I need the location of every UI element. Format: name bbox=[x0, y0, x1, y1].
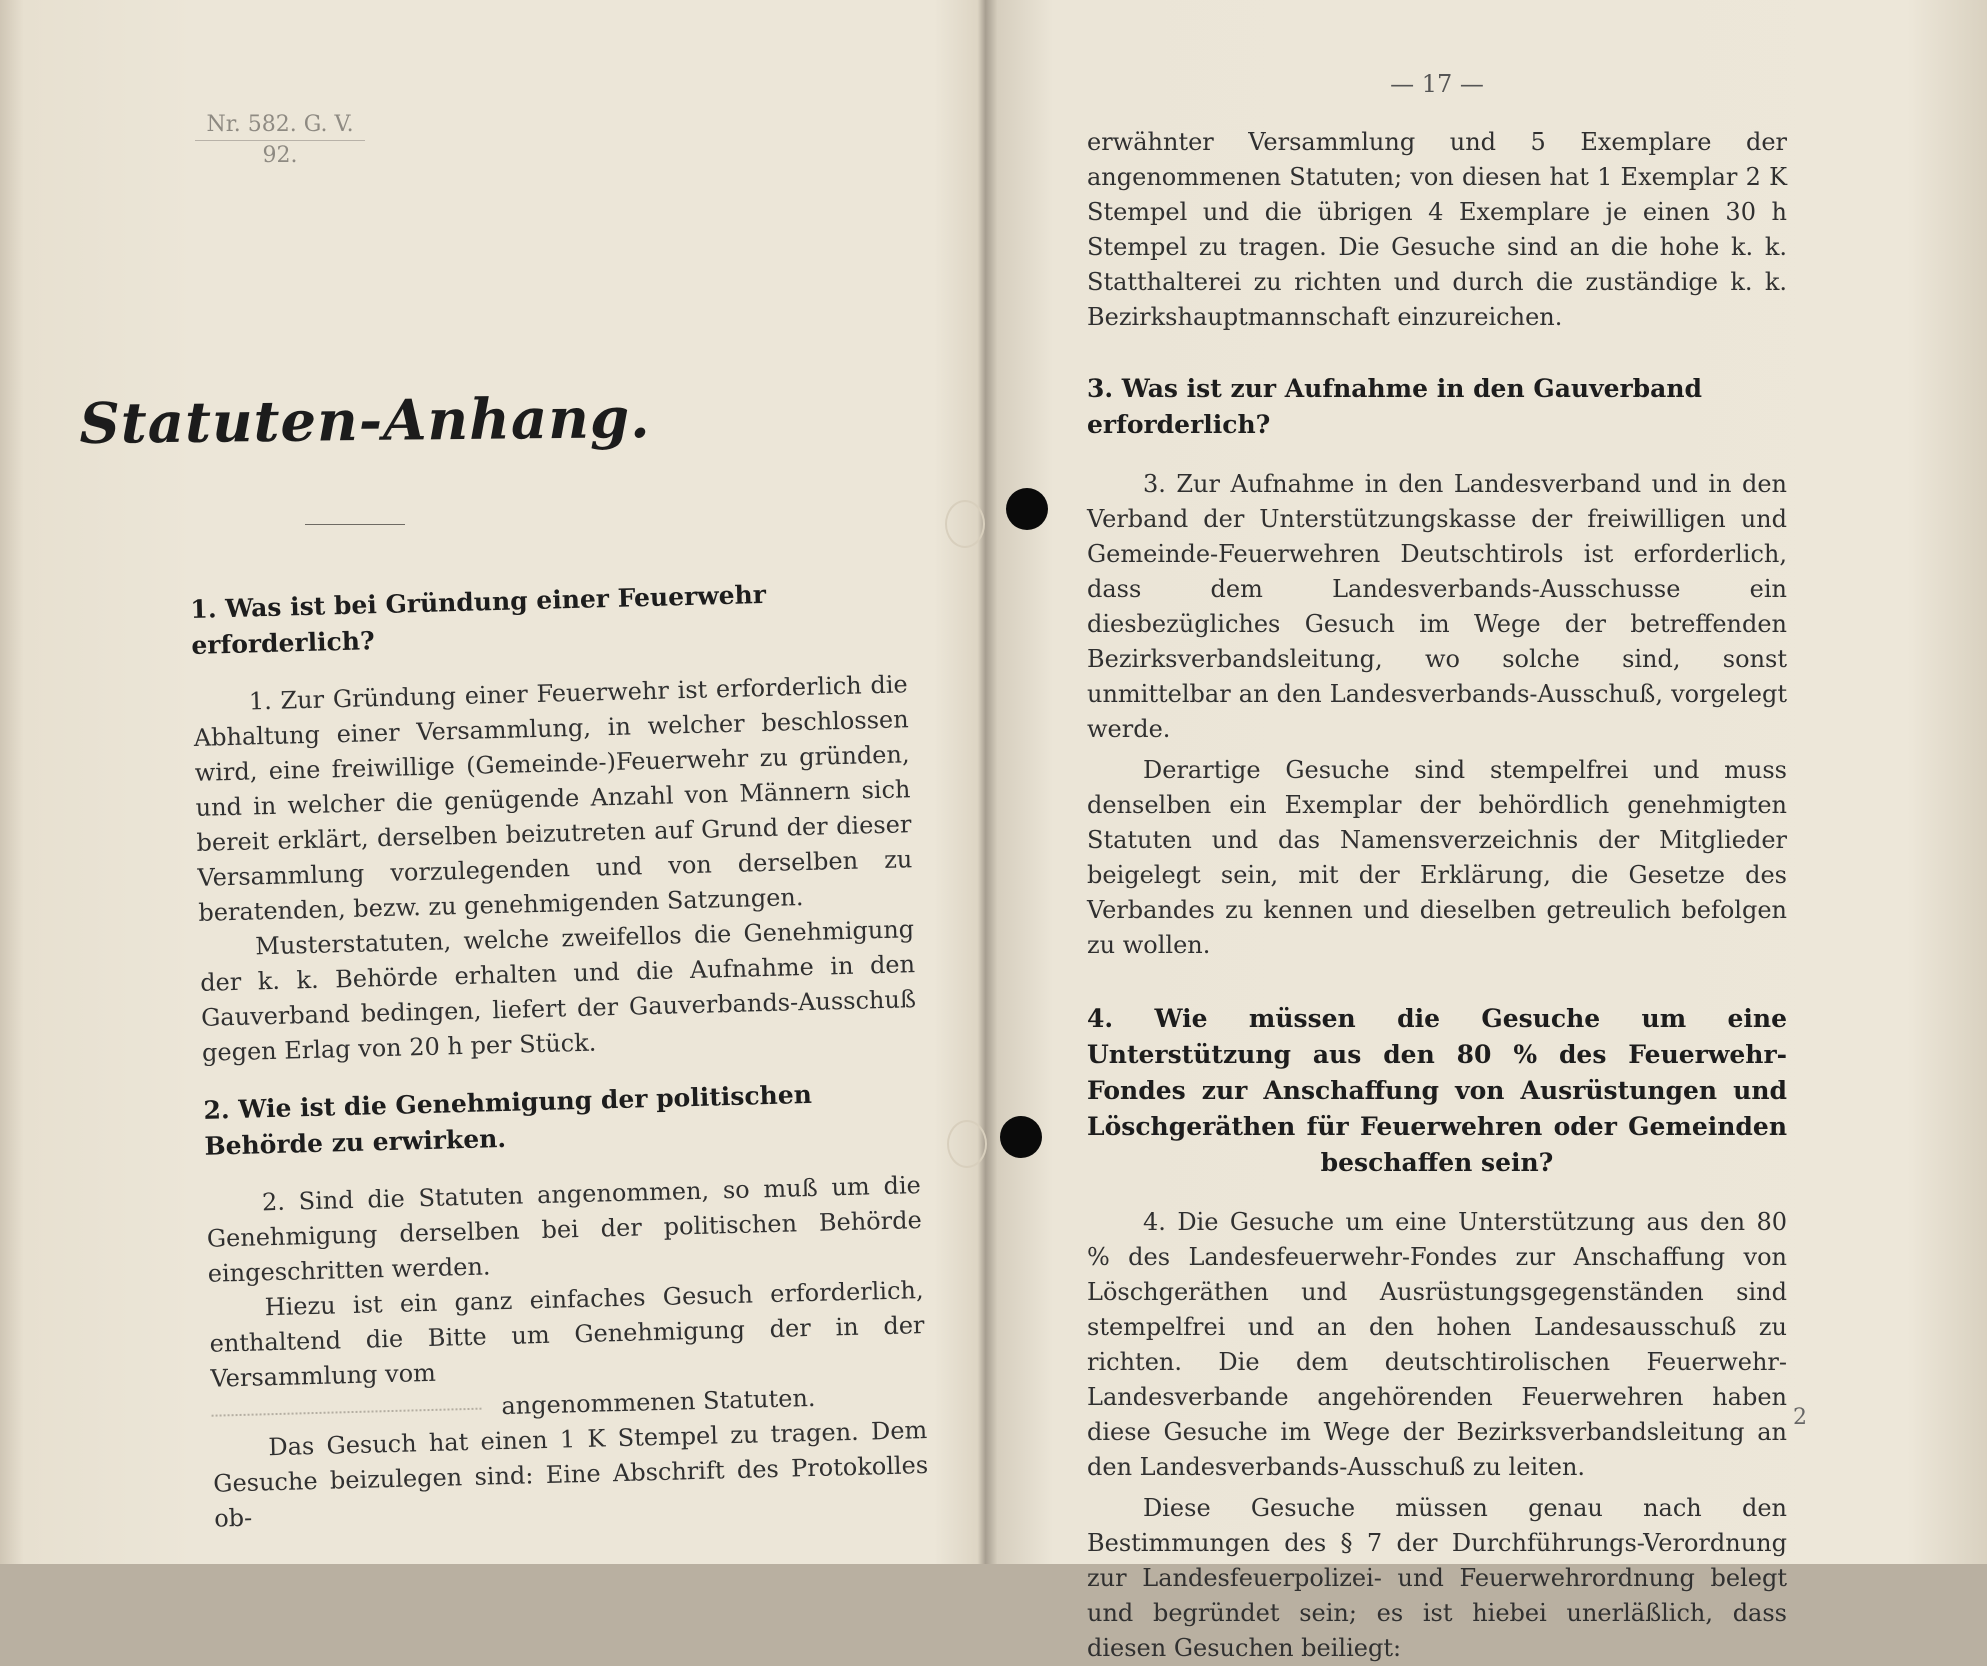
punch-hole-ghost-upper bbox=[945, 500, 985, 548]
reference-line-2: 92. bbox=[262, 143, 298, 168]
left-page bbox=[0, 0, 985, 1564]
left-text-block bbox=[190, 573, 929, 1536]
signature-mark: 2 bbox=[1793, 1405, 1807, 1430]
section-2-paragraph-3-text: angenommenen Statuten. bbox=[501, 1383, 816, 1421]
right-page bbox=[992, 0, 1987, 1662]
punch-hole-ghost-lower bbox=[947, 1120, 987, 1168]
page-number: — 17 — bbox=[1390, 70, 1484, 98]
reference-number bbox=[195, 110, 365, 171]
section-4-heading: 4. Wie müssen die Gesuche um eine Unterstützung aus den 80 % des Feuerwehr-Fondes zur Anschaffung von Ausrüstungen und Löschgeräthen für Feuerwehren oder Gemeinden beschaffen sein? bbox=[1087, 1004, 1787, 1177]
title-divider bbox=[305, 524, 405, 525]
continuation-paragraph: erwähnter Versammlung und 5 Exemplare der angenommenen Statuten; von diesen hat 1 Exemplar 2 K Stempel und die übrigen 4 Exemplare je einen 30 h Stempel zu tragen. Die Gesuche sind an die hohe k. k. Statthalterei zu richten und durch die zuständige k. k. Bezirkshauptmannschaft einzureichen. bbox=[1087, 128, 1787, 331]
section-1-heading: 1. Was ist bei Gründung einer Feuerwehr erforderlich? bbox=[190, 579, 767, 660]
section-3-paragraph-1: 3. Zur Aufnahme in den Landesverband und in den Verband der Unterstützungskasse der freiwilligen und Gemeinde-Feuerwehren Deutschtirols ist erforderlich, dass dem Landesverbands-Ausschusse ein diesbezügliches Gesuch im Wege der betreffenden Bezirksverbandsleitung, wo solche sind, sonst unmittelbar an den Landesverbands-Ausschuß, vorgelegt werde. bbox=[1087, 470, 1787, 743]
section-3-heading: 3. Was ist zur Aufnahme in den Gauverband erforderlich? bbox=[1087, 374, 1703, 439]
page-title: Statuten-Anhang. bbox=[79, 385, 651, 457]
section-1-paragraph-1: 1. Zur Gründung einer Feuerwehr ist erforderlich die Abhaltung einer Versammlung, in welcher beschlossen wird, eine freiwillige (Gemeinde-)Feuerwehr zu gründen, und in welcher die genügende Anzahl von Männern sich bereit erklärt, derselben beizutreten auf Grund der dieser Versammlung vorzulegenden und von derselben zu beratenden, bezw. zu genehmigenden Satzungen. bbox=[193, 670, 913, 927]
section-1-paragraph-2: Musterstatuten, welche zweifellos die Genehmigung der k. k. Behörde erhalten und die Aufnahme in den Gauverband bedingen, liefert der Gauverbands-Ausschuß gegen Erlag von 20 h per Stück. bbox=[199, 915, 917, 1067]
section-2-paragraph-1: 2. Sind die Statuten angenommen, so muß um die Genehmigung derselben bei der politischen Behörde eingeschritten werden. bbox=[206, 1171, 923, 1288]
section-4-paragraph-2: Diese Gesuche müssen genau nach den Bestimmungen des § 7 der Durchführungs-Verordnung zur Landesfeuerpolizei- und Feuerwehrordnung belegt und begründet sein; es ist hiebei unerläßlich, dass diesen Gesuchen beiliegt: bbox=[1087, 1494, 1787, 1662]
section-2-heading: 2. Wie ist die Genehmigung der politischen Behörde zu erwirken. bbox=[203, 1079, 813, 1161]
section-2-paragraph-4: Das Gesuch hat einen 1 K Stempel zu tragen. Dem Gesuche beizulegen sind: Eine Abschrift des Protokolles ob- bbox=[212, 1415, 929, 1533]
blank-date-line bbox=[212, 1407, 482, 1416]
section-3-paragraph-2: Derartige Gesuche sind stempelfrei und muss denselben ein Exemplar der behördlich genehmigten Statuten und das Namensverzeichnis der Mitglieder beigelegt sein, mit der Erklärung, die Gesetze des Verbandes zu kennen und dieselben getreulich befolgen zu wollen. bbox=[1087, 756, 1787, 959]
section-2-paragraph-2: Hiezu ist ein ganz einfaches Gesuch erforderlich, enthaltend die Bitte um Genehmigung der in der Versammlung vom bbox=[209, 1276, 925, 1393]
reference-line-1: Nr. 582. G. V. bbox=[195, 110, 365, 141]
section-4-paragraph-1: 4. Die Gesuche um eine Unterstützung aus den 80 % des Landesfeuerwehr-Fondes zur Anschaffung von Löschgeräthen und Ausrüstungsgegenständen sind stempelfrei und an den hohen Landesausschuß zu richten. Die dem deutschtirolischen Feuerwehr-Landesverbande angehörenden Feuerwehren haben diese Gesuche im Wege der Bezirksverbandsleitung an den Landesverbands-Ausschuß zu leiten. bbox=[1087, 1208, 1787, 1481]
right-column-flow bbox=[1087, 125, 1787, 1666]
